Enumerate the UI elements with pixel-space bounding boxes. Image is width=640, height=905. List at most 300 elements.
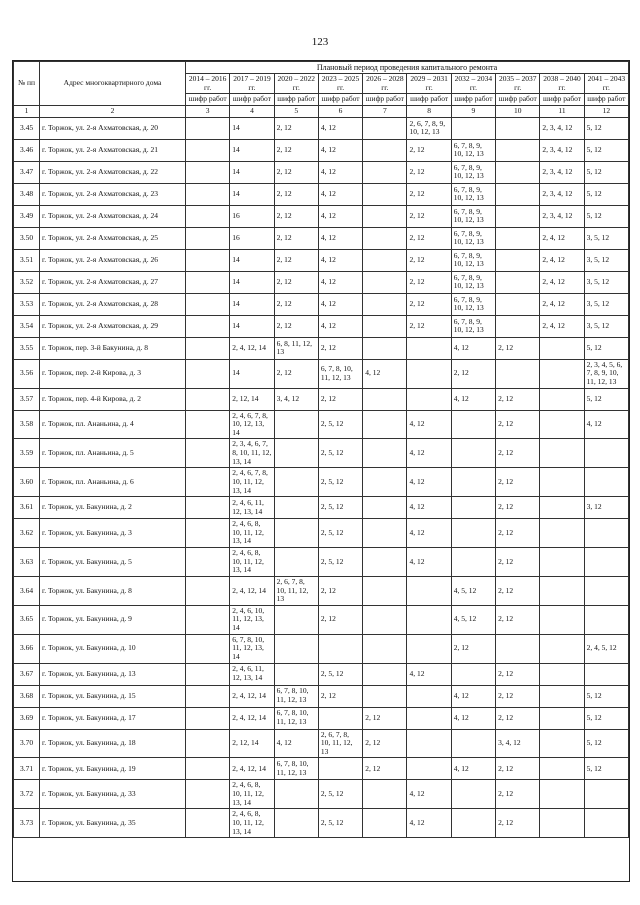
work-code-cell: 6, 7, 8, 9, 10, 12, 13 xyxy=(451,139,495,161)
work-code-cell: 4, 12 xyxy=(318,183,362,205)
work-code-cell: 2, 5, 12 xyxy=(318,519,362,548)
work-code-cell: 4, 12 xyxy=(318,117,362,139)
work-code-cell xyxy=(407,758,451,780)
work-code-cell xyxy=(186,359,230,388)
work-code-cell: 2, 12 xyxy=(496,337,540,359)
header-column-index: 7 xyxy=(363,106,407,118)
work-code-cell: 2, 4, 6, 11, 12, 13, 14 xyxy=(230,497,274,519)
row-number: 3.56 xyxy=(14,359,40,388)
row-address: г. Торжок, ул. 2-я Ахматовская, д. 28 xyxy=(40,293,186,315)
work-code-cell xyxy=(274,663,318,685)
table-row xyxy=(14,758,629,780)
work-code-cell xyxy=(186,293,230,315)
header-column-index: 5 xyxy=(274,106,318,118)
work-code-cell: 6, 7, 8, 9, 10, 12, 13 xyxy=(451,161,495,183)
row-address: г. Торжок, ул. 2-я Ахматовская, д. 27 xyxy=(40,271,186,293)
work-code-cell xyxy=(186,161,230,183)
work-code-cell: 2, 4, 6, 7, 8, 10, 11, 12, 13, 14 xyxy=(230,468,274,497)
work-code-cell xyxy=(540,685,584,707)
work-code-cell xyxy=(540,729,584,758)
work-code-cell xyxy=(496,634,540,663)
header-work-code: шифр работ xyxy=(496,94,540,106)
work-code-cell xyxy=(186,605,230,634)
table-row xyxy=(14,117,629,139)
work-code-cell: 5, 12 xyxy=(584,388,628,410)
work-code-cell: 2, 12 xyxy=(496,685,540,707)
work-code-cell: 6, 7, 8, 10, 11, 12, 13 xyxy=(274,758,318,780)
work-code-cell: 4, 12 xyxy=(318,205,362,227)
work-code-cell xyxy=(496,315,540,337)
work-code-cell xyxy=(363,809,407,838)
row-address: г. Торжок, ул. Бакунина, д. 2 xyxy=(40,497,186,519)
work-code-cell xyxy=(584,519,628,548)
work-code-cell: 2, 3, 4, 12 xyxy=(540,205,584,227)
work-code-cell: 4, 12 xyxy=(451,758,495,780)
work-code-cell xyxy=(363,663,407,685)
work-code-cell: 14 xyxy=(230,161,274,183)
header-period: 2026 – 2028 гг. xyxy=(363,74,407,94)
table-header xyxy=(14,62,629,118)
work-code-cell: 4, 12 xyxy=(407,519,451,548)
table-row xyxy=(14,337,629,359)
work-code-cell xyxy=(407,337,451,359)
work-code-cell: 3, 5, 12 xyxy=(584,227,628,249)
work-code-cell: 4, 12 xyxy=(451,685,495,707)
work-code-cell: 5, 12 xyxy=(584,729,628,758)
work-code-cell xyxy=(540,634,584,663)
work-code-cell xyxy=(274,548,318,577)
table-row xyxy=(14,634,629,663)
work-code-cell: 14 xyxy=(230,271,274,293)
row-address: г. Торжок, ул. 2-я Ахматовская, д. 25 xyxy=(40,227,186,249)
work-code-cell xyxy=(451,410,495,439)
work-code-cell: 6, 7, 8, 9, 10, 12, 13 xyxy=(451,271,495,293)
work-code-cell xyxy=(186,227,230,249)
row-number: 3.69 xyxy=(14,707,40,729)
work-code-cell xyxy=(540,548,584,577)
header-period: 2023 – 2025 гг. xyxy=(318,74,362,94)
work-code-cell: 4, 12 xyxy=(407,468,451,497)
work-code-cell xyxy=(363,576,407,605)
work-code-cell: 2, 12 xyxy=(363,707,407,729)
table-row xyxy=(14,161,629,183)
work-code-cell: 2, 12 xyxy=(274,315,318,337)
work-code-cell xyxy=(496,249,540,271)
row-address: г. Торжок, ул. 2-я Ахматовская, д. 23 xyxy=(40,183,186,205)
work-code-cell xyxy=(363,605,407,634)
work-code-cell: 5, 12 xyxy=(584,205,628,227)
header-work-code: шифр работ xyxy=(407,94,451,106)
work-code-cell: 14 xyxy=(230,315,274,337)
work-code-cell xyxy=(186,576,230,605)
row-number: 3.59 xyxy=(14,439,40,468)
work-code-cell: 4, 12 xyxy=(318,271,362,293)
work-code-cell: 2, 12 xyxy=(274,359,318,388)
header-period: 2029 – 2031 гг. xyxy=(407,74,451,94)
work-code-cell: 6, 7, 8, 9, 10, 12, 13 xyxy=(451,227,495,249)
work-code-cell xyxy=(274,468,318,497)
row-number: 3.58 xyxy=(14,410,40,439)
header-work-code: шифр работ xyxy=(186,94,230,106)
repair-schedule-table-container xyxy=(12,60,630,882)
row-number: 3.47 xyxy=(14,161,40,183)
work-code-cell: 2, 12 xyxy=(363,758,407,780)
work-code-cell: 2, 6, 7, 8, 9, 10, 12, 13 xyxy=(407,117,451,139)
work-code-cell: 2, 5, 12 xyxy=(318,410,362,439)
work-code-cell xyxy=(186,205,230,227)
work-code-cell: 4, 5, 12 xyxy=(451,576,495,605)
work-code-cell: 3, 5, 12 xyxy=(584,315,628,337)
work-code-cell xyxy=(363,439,407,468)
row-number: 3.52 xyxy=(14,271,40,293)
row-address: г. Торжок, пер. 2-й Кирова, д. 3 xyxy=(40,359,186,388)
work-code-cell: 2, 12 xyxy=(407,249,451,271)
work-code-cell xyxy=(584,809,628,838)
header-column-index: 2 xyxy=(40,106,186,118)
work-code-cell xyxy=(363,685,407,707)
work-code-cell: 2, 12 xyxy=(496,548,540,577)
work-code-cell: 6, 7, 8, 9, 10, 12, 13 xyxy=(451,249,495,271)
work-code-cell xyxy=(407,707,451,729)
work-code-cell: 2, 12 xyxy=(274,249,318,271)
work-code-cell: 6, 8, 11, 12, 13 xyxy=(274,337,318,359)
work-code-cell xyxy=(363,410,407,439)
header-work-code: шифр работ xyxy=(274,94,318,106)
row-address: г. Торжок, ул. 2-я Ахматовская, д. 20 xyxy=(40,117,186,139)
work-code-cell: 2, 4, 6, 8, 10, 11, 12, 13, 14 xyxy=(230,519,274,548)
work-code-cell: 2, 12 xyxy=(274,183,318,205)
header-column-index: 6 xyxy=(318,106,362,118)
work-code-cell: 2, 4, 6, 11, 12, 13, 14 xyxy=(230,663,274,685)
work-code-cell: 2, 12 xyxy=(496,707,540,729)
work-code-cell: 2, 12 xyxy=(274,139,318,161)
header-address: Адрес многоквартирного дома xyxy=(40,62,186,106)
header-period: 2035 – 2037 гг. xyxy=(496,74,540,94)
table-row xyxy=(14,497,629,519)
work-code-cell xyxy=(496,227,540,249)
row-address: г. Торжок, ул. Бакунина, д. 35 xyxy=(40,809,186,838)
work-code-cell: 2, 12 xyxy=(496,809,540,838)
work-code-cell: 2, 6, 7, 8, 10, 11, 12, 13 xyxy=(318,729,362,758)
work-code-cell xyxy=(451,439,495,468)
work-code-cell: 2, 12 xyxy=(274,117,318,139)
work-code-cell xyxy=(540,809,584,838)
table-row xyxy=(14,183,629,205)
work-code-cell: 4, 12 xyxy=(407,497,451,519)
header-num: № пп xyxy=(14,62,40,106)
work-code-cell: 2, 5, 12 xyxy=(318,809,362,838)
work-code-cell: 2, 12 xyxy=(363,729,407,758)
row-number: 3.53 xyxy=(14,293,40,315)
work-code-cell: 14 xyxy=(230,183,274,205)
work-code-cell: 2, 5, 12 xyxy=(318,497,362,519)
work-code-cell xyxy=(540,410,584,439)
table-row xyxy=(14,707,629,729)
work-code-cell xyxy=(540,576,584,605)
row-address: г. Торжок, пер. 4-й Кирова, д. 2 xyxy=(40,388,186,410)
header-work-code: шифр работ xyxy=(318,94,362,106)
work-code-cell: 2, 4, 12, 14 xyxy=(230,576,274,605)
work-code-cell xyxy=(274,634,318,663)
work-code-cell xyxy=(407,388,451,410)
work-code-cell: 2, 3, 4, 6, 7, 8, 10, 11, 12, 13, 14 xyxy=(230,439,274,468)
row-number: 3.50 xyxy=(14,227,40,249)
work-code-cell: 2, 3, 4, 12 xyxy=(540,117,584,139)
row-number: 3.51 xyxy=(14,249,40,271)
header-period: 2014 – 2016 гг. xyxy=(186,74,230,94)
row-address: г. Торжок, ул. Бакунина, д. 33 xyxy=(40,780,186,809)
table-row xyxy=(14,227,629,249)
work-code-cell xyxy=(363,161,407,183)
header-period: 2017 – 2019 гг. xyxy=(230,74,274,94)
work-code-cell: 2, 12 xyxy=(318,388,362,410)
work-code-cell xyxy=(363,315,407,337)
work-code-cell xyxy=(186,337,230,359)
work-code-cell: 2, 12 xyxy=(274,293,318,315)
row-address: г. Торжок, ул. Бакунина, д. 13 xyxy=(40,663,186,685)
header-column-index: 11 xyxy=(540,106,584,118)
work-code-cell: 4, 12 xyxy=(407,809,451,838)
work-code-cell: 14 xyxy=(230,359,274,388)
work-code-cell xyxy=(186,468,230,497)
work-code-cell: 2, 12 xyxy=(318,576,362,605)
header-column-index: 9 xyxy=(451,106,495,118)
row-address: г. Торжок, ул. 2-я Ахматовская, д. 26 xyxy=(40,249,186,271)
work-code-cell: 2, 5, 12 xyxy=(318,548,362,577)
work-code-cell: 6, 7, 8, 9, 10, 12, 13 xyxy=(451,183,495,205)
table-row xyxy=(14,388,629,410)
work-code-cell xyxy=(540,605,584,634)
work-code-cell xyxy=(186,183,230,205)
work-code-cell xyxy=(274,439,318,468)
table-row xyxy=(14,605,629,634)
work-code-cell: 2, 12, 14 xyxy=(230,388,274,410)
header-work-code: шифр работ xyxy=(584,94,628,106)
row-address: г. Торжок, ул. 2-я Ахматовская, д. 21 xyxy=(40,139,186,161)
work-code-cell xyxy=(584,780,628,809)
work-code-cell: 2, 4, 5, 12 xyxy=(584,634,628,663)
work-code-cell: 2, 12 xyxy=(407,315,451,337)
header-period: 2041 – 2043 гг. xyxy=(584,74,628,94)
work-code-cell xyxy=(407,359,451,388)
work-code-cell xyxy=(496,161,540,183)
work-code-cell: 3, 5, 12 xyxy=(584,249,628,271)
work-code-cell: 2, 3, 4, 5, 6, 7, 8, 9, 10, 11, 12, 13 xyxy=(584,359,628,388)
row-number: 3.48 xyxy=(14,183,40,205)
work-code-cell: 6, 7, 8, 9, 10, 12, 13 xyxy=(451,315,495,337)
work-code-cell xyxy=(186,117,230,139)
header-work-code: шифр работ xyxy=(230,94,274,106)
table-row xyxy=(14,271,629,293)
row-number: 3.71 xyxy=(14,758,40,780)
row-address: г. Торжок, пл. Ананьина, д. 6 xyxy=(40,468,186,497)
work-code-cell: 2, 5, 12 xyxy=(318,663,362,685)
row-address: г. Торжок, ул. Бакунина, д. 17 xyxy=(40,707,186,729)
work-code-cell xyxy=(363,271,407,293)
row-address: г. Торжок, ул. Бакунина, д. 18 xyxy=(40,729,186,758)
row-address: г. Торжок, ул. Бакунина, д. 5 xyxy=(40,548,186,577)
work-code-cell xyxy=(363,780,407,809)
work-code-cell: 6, 7, 8, 9, 10, 12, 13 xyxy=(451,293,495,315)
row-number: 3.67 xyxy=(14,663,40,685)
work-code-cell xyxy=(186,249,230,271)
work-code-cell: 4, 12 xyxy=(407,780,451,809)
header-work-code: шифр работ xyxy=(451,94,495,106)
work-code-cell xyxy=(186,758,230,780)
work-code-cell xyxy=(451,729,495,758)
work-code-cell: 2, 12 xyxy=(496,758,540,780)
work-code-cell xyxy=(540,663,584,685)
row-number: 3.70 xyxy=(14,729,40,758)
work-code-cell xyxy=(318,634,362,663)
work-code-cell: 6, 7, 8, 10, 11, 12, 13 xyxy=(274,707,318,729)
work-code-cell: 14 xyxy=(230,293,274,315)
work-code-cell: 2, 6, 7, 8, 10, 11, 12, 13 xyxy=(274,576,318,605)
work-code-cell: 4, 12 xyxy=(407,410,451,439)
row-address: г. Торжок, ул. 2-я Ахматовская, д. 29 xyxy=(40,315,186,337)
work-code-cell: 2, 12 xyxy=(496,663,540,685)
work-code-cell: 2, 3, 4, 12 xyxy=(540,161,584,183)
row-number: 3.54 xyxy=(14,315,40,337)
work-code-cell xyxy=(363,497,407,519)
work-code-cell xyxy=(496,205,540,227)
work-code-cell: 5, 12 xyxy=(584,758,628,780)
work-code-cell xyxy=(186,439,230,468)
work-code-cell: 2, 12 xyxy=(496,605,540,634)
work-code-cell: 2, 5, 12 xyxy=(318,439,362,468)
work-code-cell: 5, 12 xyxy=(584,117,628,139)
work-code-cell: 2, 4, 12 xyxy=(540,249,584,271)
row-number: 3.49 xyxy=(14,205,40,227)
row-address: г. Торжок, ул. Бакунина, д. 9 xyxy=(40,605,186,634)
row-number: 3.64 xyxy=(14,576,40,605)
work-code-cell: 6, 7, 8, 10, 11, 12, 13, 14 xyxy=(230,634,274,663)
work-code-cell: 2, 12 xyxy=(496,576,540,605)
work-code-cell xyxy=(451,663,495,685)
row-address: г. Торжок, ул. 2-я Ахматовская, д. 22 xyxy=(40,161,186,183)
table-row xyxy=(14,315,629,337)
work-code-cell: 2, 12 xyxy=(318,337,362,359)
work-code-cell: 2, 4, 12 xyxy=(540,293,584,315)
work-code-cell: 3, 5, 12 xyxy=(584,293,628,315)
work-code-cell xyxy=(496,293,540,315)
work-code-cell xyxy=(363,634,407,663)
row-address: г. Торжок, пл. Ананьина, д. 5 xyxy=(40,439,186,468)
work-code-cell: 2, 12 xyxy=(451,359,495,388)
work-code-cell: 6, 7, 8, 10, 11, 12, 13 xyxy=(274,685,318,707)
work-code-cell xyxy=(540,780,584,809)
work-code-cell: 2, 12 xyxy=(318,685,362,707)
work-code-cell xyxy=(274,410,318,439)
work-code-cell: 2, 12 xyxy=(496,410,540,439)
work-code-cell xyxy=(363,183,407,205)
work-code-cell: 2, 12 xyxy=(496,388,540,410)
work-code-cell: 2, 12 xyxy=(496,780,540,809)
table-row xyxy=(14,359,629,388)
work-code-cell: 2, 4, 6, 8, 10, 11, 12, 13, 14 xyxy=(230,548,274,577)
row-address: г. Торжок, ул. Бакунина, д. 15 xyxy=(40,685,186,707)
work-code-cell: 2, 3, 4, 12 xyxy=(540,183,584,205)
work-code-cell xyxy=(186,663,230,685)
work-code-cell: 4, 12 xyxy=(318,161,362,183)
work-code-cell xyxy=(363,117,407,139)
work-code-cell xyxy=(274,497,318,519)
work-code-cell: 5, 12 xyxy=(584,161,628,183)
page-number: 123 xyxy=(311,36,329,48)
work-code-cell xyxy=(407,729,451,758)
work-code-cell xyxy=(540,519,584,548)
work-code-cell xyxy=(540,388,584,410)
work-code-cell xyxy=(584,439,628,468)
header-period: 2020 – 2022 гг. xyxy=(274,74,318,94)
work-code-cell: 2, 4, 6, 7, 8, 10, 12, 13, 14 xyxy=(230,410,274,439)
work-code-cell: 4, 12 xyxy=(318,139,362,161)
work-code-cell xyxy=(274,605,318,634)
work-code-cell xyxy=(186,548,230,577)
row-number: 3.72 xyxy=(14,780,40,809)
header-column-index: 1 xyxy=(14,106,40,118)
work-code-cell xyxy=(186,809,230,838)
row-number: 3.62 xyxy=(14,519,40,548)
header-periods-title: Плановый период проведения капитального ремонта xyxy=(186,62,629,74)
table-row xyxy=(14,809,629,838)
work-code-cell xyxy=(451,117,495,139)
row-number: 3.46 xyxy=(14,139,40,161)
header-work-code: шифр работ xyxy=(540,94,584,106)
work-code-cell: 2, 12 xyxy=(407,205,451,227)
work-code-cell: 4, 12 xyxy=(407,663,451,685)
work-code-cell xyxy=(363,249,407,271)
work-code-cell xyxy=(274,780,318,809)
work-code-cell: 2, 3, 4, 12 xyxy=(540,139,584,161)
work-code-cell: 14 xyxy=(230,249,274,271)
work-code-cell xyxy=(363,227,407,249)
work-code-cell: 2, 12 xyxy=(407,139,451,161)
work-code-cell xyxy=(186,388,230,410)
row-address: г. Торжок, ул. Бакунина, д. 8 xyxy=(40,576,186,605)
work-code-cell xyxy=(318,707,362,729)
work-code-cell: 3, 5, 12 xyxy=(584,271,628,293)
work-code-cell xyxy=(584,576,628,605)
header-period: 2038 – 2040 гг. xyxy=(540,74,584,94)
work-code-cell: 3, 4, 12 xyxy=(496,729,540,758)
work-code-cell: 2, 4, 12 xyxy=(540,227,584,249)
work-code-cell xyxy=(451,519,495,548)
row-address: г. Торжок, ул. Бакунина, д. 10 xyxy=(40,634,186,663)
work-code-cell xyxy=(363,139,407,161)
work-code-cell: 2, 4, 12, 14 xyxy=(230,685,274,707)
work-code-cell xyxy=(496,271,540,293)
work-code-cell: 16 xyxy=(230,205,274,227)
table-row xyxy=(14,685,629,707)
work-code-cell xyxy=(407,576,451,605)
work-code-cell xyxy=(186,780,230,809)
row-number: 3.61 xyxy=(14,497,40,519)
work-code-cell: 14 xyxy=(230,117,274,139)
work-code-cell: 2, 4, 12, 14 xyxy=(230,758,274,780)
work-code-cell xyxy=(540,707,584,729)
work-code-cell xyxy=(274,809,318,838)
table-row xyxy=(14,576,629,605)
work-code-cell xyxy=(496,359,540,388)
work-code-cell xyxy=(540,337,584,359)
work-code-cell: 2, 12 xyxy=(496,468,540,497)
work-code-cell xyxy=(540,497,584,519)
table-row xyxy=(14,205,629,227)
work-code-cell: 4, 5, 12 xyxy=(451,605,495,634)
work-code-cell xyxy=(186,519,230,548)
row-address: г. Торжок, ул. Бакунина, д. 3 xyxy=(40,519,186,548)
